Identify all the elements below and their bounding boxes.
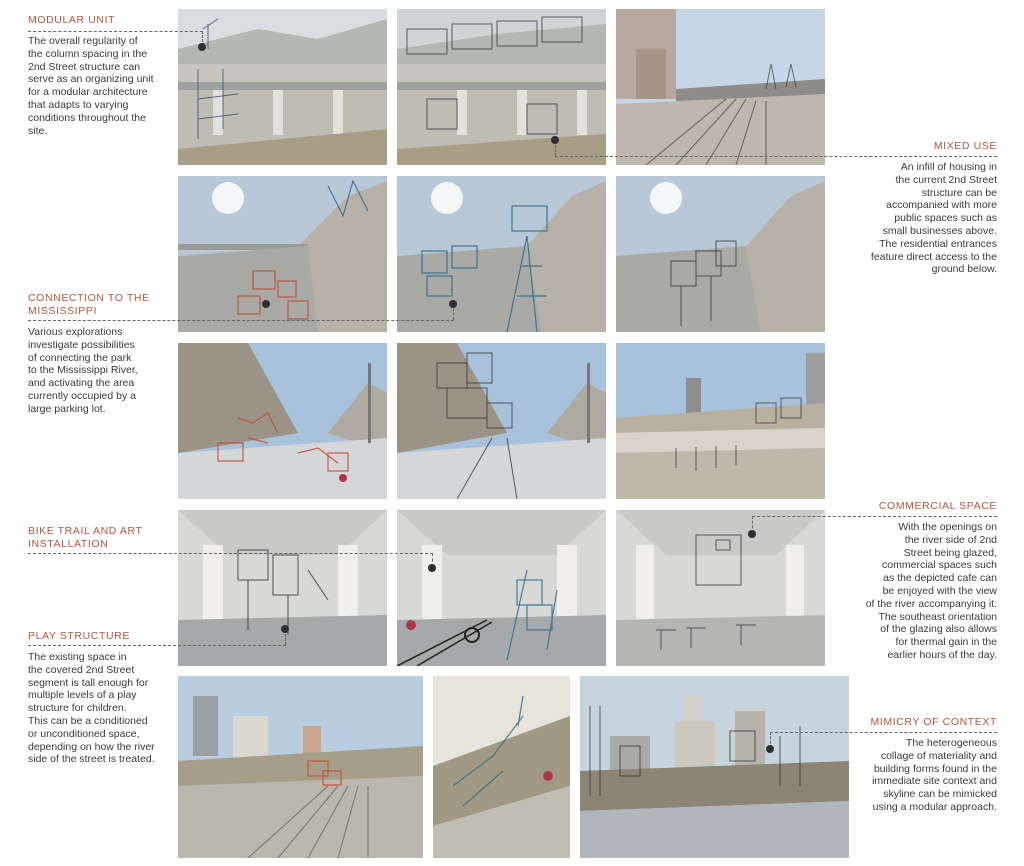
mixed-use-text: An infill of housing in the current 2nd Street structure can be accompanied with more public spaces such as small businesses above. The residential entrances feature direct access to the ground below. [870, 161, 997, 276]
photo-mixed-use-rail [616, 9, 825, 165]
play-structure-marker [281, 625, 289, 633]
photo-road-1 [178, 176, 387, 332]
mimicry-leader [770, 732, 997, 733]
photo-modular-unit-1 [178, 9, 387, 165]
connection-text: Various explorations investigate possibilities of connecting the park to the Mississippi River, and activating the area currently occupied by a large parking lot. [28, 326, 138, 415]
photo-play-structure-wall [433, 676, 570, 858]
connection-heading: CONNECTION TO THE MISSISSIPPI [28, 292, 150, 317]
mimicry-text: The heterogeneous collage of materiality and building forms found in the immediate site context and skyline can be mimicked using a modular approach. [872, 737, 997, 813]
photo-play-structure-city [178, 676, 423, 858]
photo-bike-trail-1 [178, 510, 387, 666]
photo-commercial-cafe [616, 510, 825, 666]
mixed-use-marker [551, 136, 559, 144]
photo-connection-3 [616, 343, 825, 499]
play-structure-text: The existing space in the covered 2nd Street segment is tall enough for multiple levels of a play structure for children. This can be a conditioned or unconditioned space, depending on how the river side of the street is treated. [28, 651, 155, 766]
connection-leader [28, 320, 454, 321]
mixed-use-heading: MIXED USE [933, 140, 997, 152]
commercial-heading: COMMERCIAL SPACE [878, 500, 997, 512]
modular-unit-heading: MODULAR UNIT [28, 14, 116, 26]
connection-marker-1 [262, 300, 270, 308]
bike-trail-leader [28, 553, 433, 554]
photo-road-3 [616, 176, 825, 332]
play-structure-heading: PLAY STRUCTURE [28, 630, 130, 642]
photo-connection-2 [397, 343, 606, 499]
commercial-marker [748, 530, 756, 538]
modular-unit-marker [198, 43, 206, 51]
connection-marker-2 [449, 300, 457, 308]
modular-unit-leader [28, 31, 203, 32]
mimicry-marker [766, 745, 774, 753]
bike-trail-marker [428, 564, 436, 572]
mixed-use-leader [555, 156, 997, 157]
photo-bike-trail-2 [397, 510, 606, 666]
mimicry-heading: MIMICRY OF CONTEXT [870, 716, 997, 728]
bike-trail-heading: BIKE TRAIL AND ART INSTALLATION [28, 525, 143, 550]
play-structure-leader [28, 645, 286, 646]
photo-modular-unit-2 [397, 9, 606, 165]
commercial-leader [752, 516, 997, 517]
photo-road-2 [397, 176, 606, 332]
modular-unit-text: The overall regularity of the column spacing in the 2nd Street structure can serve as an organizing unit for a modular architecture that adapts to varying conditions throughout the site. [28, 35, 154, 137]
photo-mimicry-skyline [580, 676, 849, 858]
photo-connection-1 [178, 343, 387, 499]
commercial-text: With the openings on the river side of 2nd Street being glazed, commercial spaces such as the depicted cafe can be enjoyed with the view of the river accompanying it. The southeast orientation of the glazing also allows for thermal gain in the earlier hours of the day. [865, 521, 997, 661]
